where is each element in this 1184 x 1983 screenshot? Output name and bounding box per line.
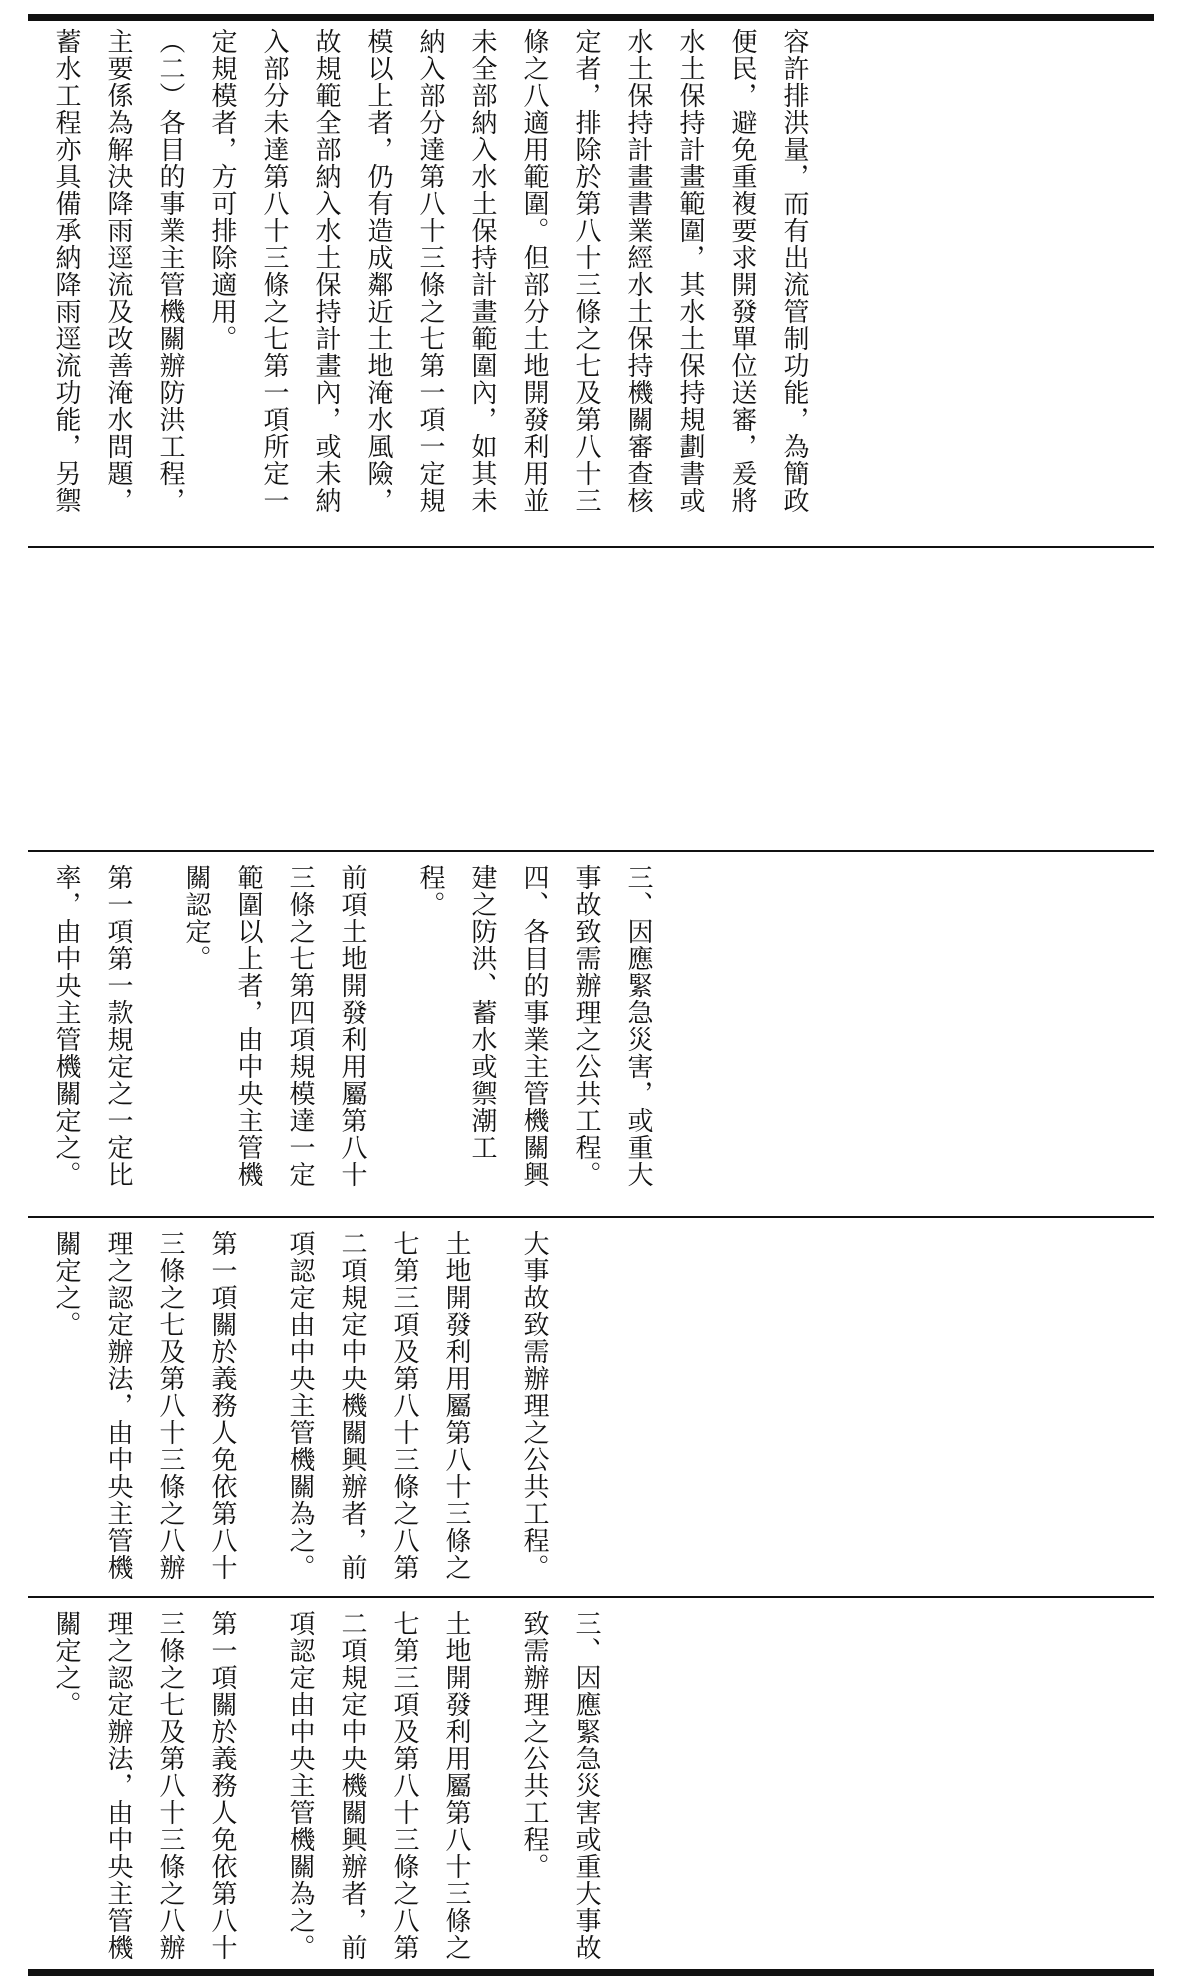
explanation-paragraph-1: 容許排洪量，而有出流管制功能，為簡政便民，避免重複要求開發單位送審，爰將水土保持計畫範圍，其水土保持規劃書或水土保持計畫書業經水土保持機關審查核定者，排除於第八十三條之七及第八十三條之八適用範圍。但部分土地開發利用並未全部納入水土保持計畫範圍內，如其未納入部分達第八十三條之七第一項一定規模以上者，仍有造成鄰近土地淹水風險，故規範全部納入水土保持計畫內，或未納入部分未達第八十三條之七第一項所定一定規模者，方可排除適用。 xyxy=(207,28,809,514)
article-column-c xyxy=(40,1610,1140,1962)
row-divider-2 xyxy=(28,850,1154,852)
column-b-item-continued: 大事故致需辦理之公共工程。 xyxy=(519,1230,549,1581)
column-a-item-4: 四、各目的事業主管機關興建之防洪、蓄水或禦潮工程。 xyxy=(415,864,549,1188)
article-column-a-text xyxy=(40,864,664,1210)
article-column-c-text xyxy=(40,1610,612,1962)
article-column-b xyxy=(40,1230,1140,1590)
empty-cell xyxy=(40,556,1140,842)
row-divider-3 xyxy=(28,1216,1154,1218)
article-column-a xyxy=(40,864,1140,1210)
explanation-text xyxy=(40,28,846,538)
column-b-paragraph-3: 第一項關於義務人免依第八十三條之七及第八十三條之八辦理之認定辦法，由中央主管機關定之。 xyxy=(51,1230,237,1581)
article-column-b-text xyxy=(40,1230,586,1590)
top-border-rule xyxy=(28,14,1154,21)
column-c-item-3: 三、因應緊急災害或重大事故致需辦理之公共工程。 xyxy=(519,1610,601,1961)
row-divider-4 xyxy=(28,1596,1154,1598)
column-a-paragraph-3: 第一項第一款規定之一定比率，由中央主管機關定之。 xyxy=(51,864,133,1188)
row-divider-1 xyxy=(28,546,1154,548)
column-a-paragraph-2: 前項土地開發利用屬第八十三條之七第四項規模達一定範圍以上者，由中央主管機關認定。 xyxy=(181,864,367,1188)
explanation-cell xyxy=(40,28,1140,538)
explanation-paragraph-2: （二）各目的事業主管機關辦防洪工程，主要係為解決降雨逕流及改善淹水問題，蓄水工程亦具備承納降雨逕流功能，另禦 xyxy=(51,28,185,514)
column-b-paragraph-2: 土地開發利用屬第八十三條之七第三項及第八十三條之八第二項規定中央機關興辦者，前項認定由中央主管機關為之。 xyxy=(285,1230,471,1581)
column-c-paragraph-2: 土地開發利用屬第八十三條之七第三項及第八十三條之八第二項規定中央機關興辦者，前項認定由中央主管機關為之。 xyxy=(285,1610,471,1961)
column-a-item-3: 三、因應緊急災害，或重大事故致需辦理之公共工程。 xyxy=(571,864,653,1188)
bottom-border-rule xyxy=(28,1969,1154,1976)
column-c-paragraph-3: 第一項關於義務人免依第八十三條之七及第八十三條之八辦理之認定辦法，由中央主管機關定之。 xyxy=(51,1610,237,1961)
